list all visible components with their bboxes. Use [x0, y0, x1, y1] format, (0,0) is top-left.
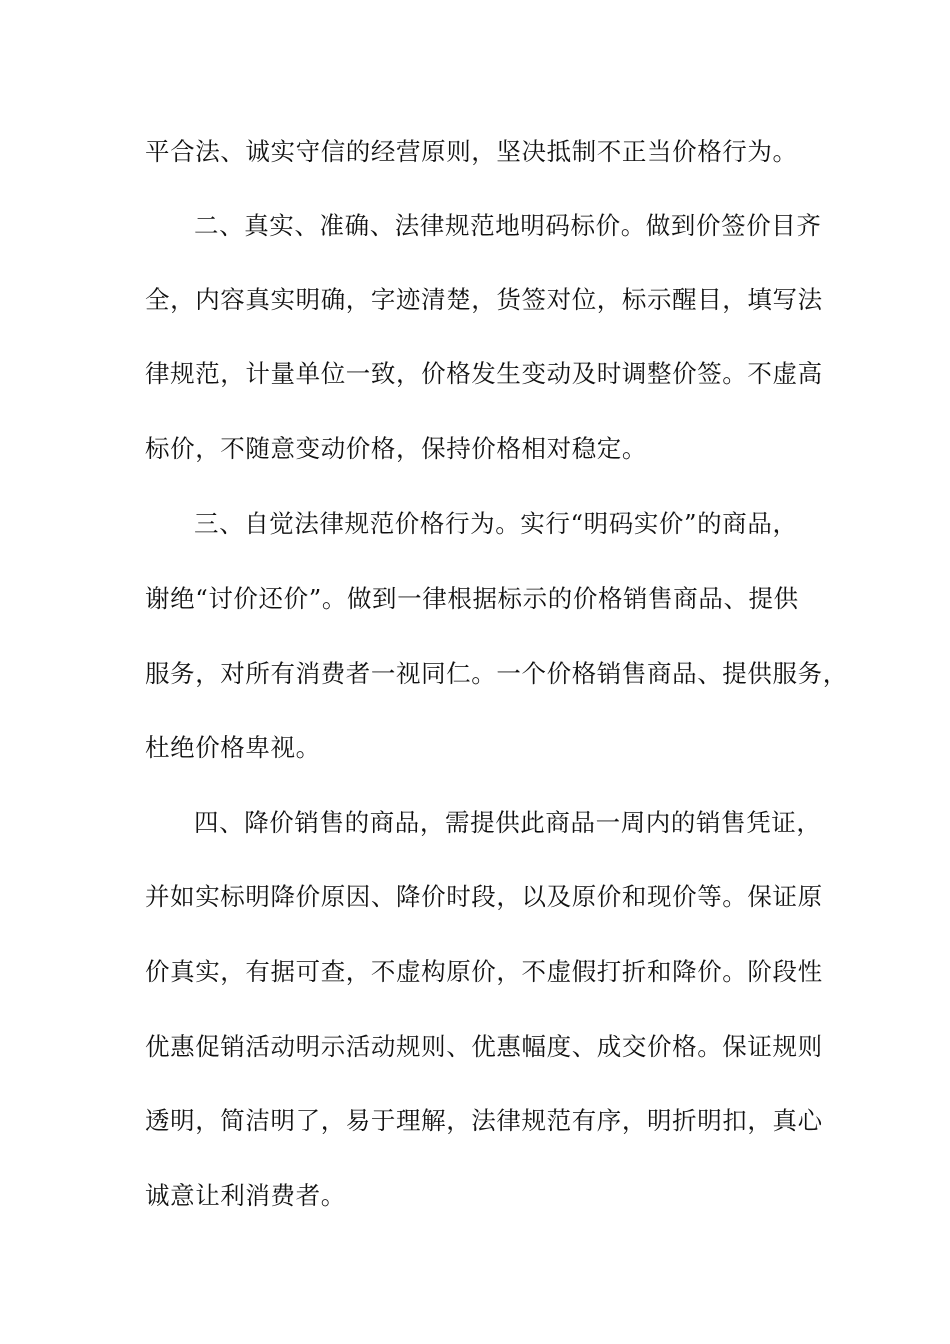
- text-line: 四、降价销售的商品，需提供此商品一周内的销售凭证，: [194, 808, 822, 837]
- text-line: 并如实标明降价原因、降价时段，以及原价和现价等。保证原: [145, 882, 823, 911]
- text-line: 谢绝“讨价还价”。做到一律根据标示的价格销售商品、提供: [145, 584, 799, 613]
- text-line: 透明，简洁明了，易于理解，法律规范有序，明折明扣，真心: [145, 1106, 823, 1135]
- text-line: 律规范，计量单位一致，价格发生变动及时调整价签。不虚高: [145, 359, 823, 388]
- text-line: 全，内容真实明确，字迹清楚，货签对位，标示醒目，填写法: [145, 285, 823, 314]
- text-line: 三、自觉法律规范价格行为。实行“明码实价”的商品，: [194, 509, 798, 538]
- text-line: 杜绝价格卑视。: [145, 733, 321, 762]
- text-line: 优惠促销活动明示活动规则、优惠幅度、成交价格。保证规则: [145, 1032, 823, 1061]
- text-line: 服务，对所有消费者一视同仁。一个价格销售商品、提供服务，: [145, 659, 848, 688]
- text-line: 价真实，有据可查，不虚构原价，不虚假打折和降价。阶段性: [145, 957, 823, 986]
- text-line: 平合法、诚实守信的经营原则，坚决抵制不正当价格行为。: [145, 137, 798, 166]
- text-line: 二、真实、准确、法律规范地明码标价。做到价签价目齐: [194, 211, 822, 240]
- text-line: 诚意让利消费者。: [145, 1181, 346, 1210]
- text-line: 标价，不随意变动价格，保持价格相对稳定。: [145, 434, 647, 463]
